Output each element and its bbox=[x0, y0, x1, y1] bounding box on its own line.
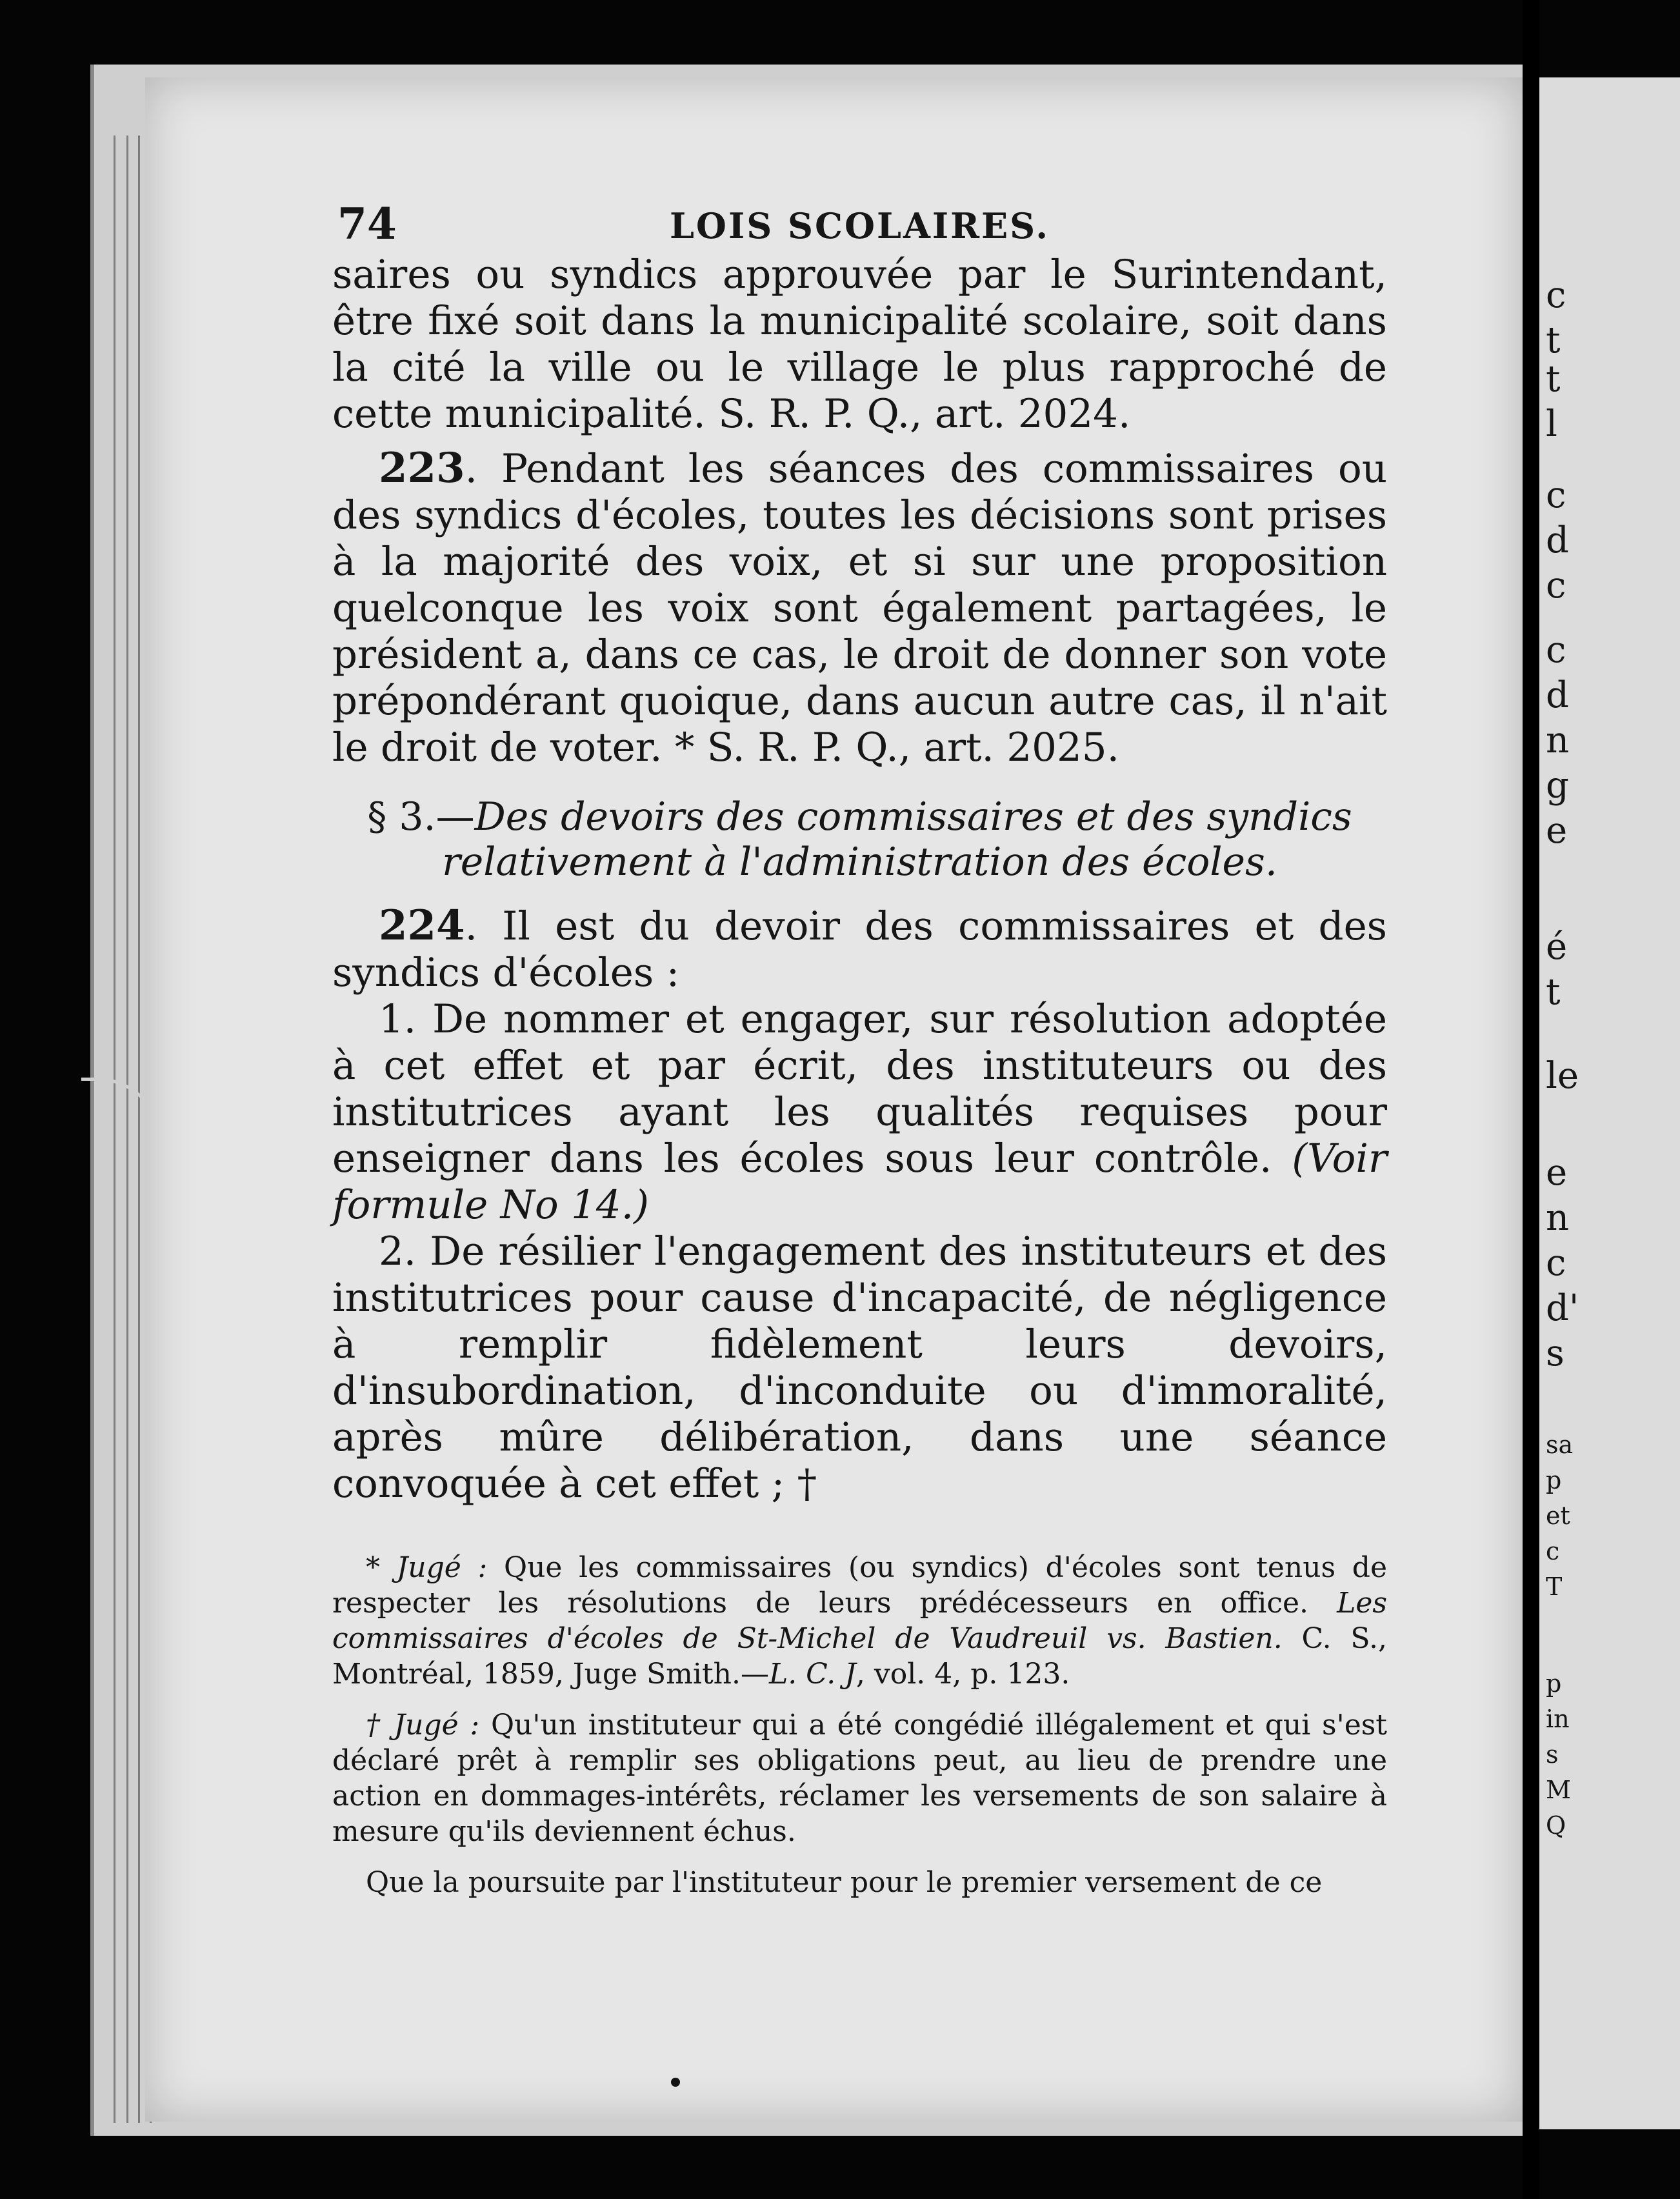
adjacent-page-fragment: d bbox=[1546, 674, 1569, 716]
adjacent-page-fragment: g bbox=[1546, 765, 1569, 807]
adjacent-page-fragment: c bbox=[1546, 1242, 1566, 1284]
article-224 bbox=[332, 903, 1387, 996]
adjacent-page-fragment: n bbox=[1546, 719, 1570, 761]
footnotes bbox=[332, 1550, 1387, 1900]
article-number: 223 bbox=[379, 444, 465, 492]
adjacent-page-fragment: Q bbox=[1546, 1811, 1566, 1840]
form-reference: (Voir formule No 14.) bbox=[332, 1136, 1388, 1228]
adjacent-page-fragment: t bbox=[1546, 358, 1561, 400]
adjacent-page-fragment: d bbox=[1546, 519, 1569, 561]
footnote-text: Que les commissaires (ou syndics) d'écoles sont tenus de respecter les résolutions de leurs prédécesseurs en office. bbox=[332, 1551, 1388, 1620]
list-item bbox=[332, 996, 1387, 1229]
adjacent-page-fragment: et bbox=[1546, 1501, 1570, 1530]
footnote bbox=[332, 1550, 1387, 1692]
item-text: 2. De résilier l'engagement des instituteurs et des institutrices pour cause d'incapacité, de négligence à remplir fidèlement leurs devoirs, d'insubordination, d'inconduite ou d'immoralité, après mûre délibération, dans une séance convoquée à cet effet ; † bbox=[332, 1229, 1387, 1507]
adjacent-page-fragment: c bbox=[1546, 474, 1566, 516]
footnote-label: † Jugé : bbox=[366, 1709, 480, 1742]
footnote-text: Qu'un instituteur qui a été congédié illégalement et qui s'est déclaré prêt à remplir ses obligations peut, au lieu de prendre une action en dommages-intérêts, réclamer les versements de son salaire à mesure qu'ils deviennent échus. bbox=[332, 1709, 1387, 1848]
adjacent-page-fragment: s bbox=[1546, 1332, 1565, 1374]
adjacent-page-fragment: é bbox=[1546, 926, 1568, 968]
adjacent-page-fragment: c bbox=[1546, 629, 1566, 671]
section-title: Des devoirs des commissaires et des syndics relativement à l'administration des écoles. bbox=[442, 794, 1352, 885]
adjacent-page-fragment: c bbox=[1546, 1537, 1560, 1565]
adjacent-page-fragment: c bbox=[1546, 274, 1566, 316]
book-gutter bbox=[1523, 0, 1539, 2199]
article-text: . Pendant les séances des commissaires ou des syndics d'écoles, toutes les décisions sont prises à la majorité des voix, et si sur une proposition quelconque les voix sont également partagées, le président a, dans ce cas, le droit de donner son vote prépondérant quoique, dans aucun autre cas, il n'ait le droit de voter. * S. R. P. Q., art. 2025. bbox=[332, 446, 1387, 770]
list-item bbox=[332, 1229, 1387, 1507]
item-text: 1. De nommer et engager, sur résolution adoptée à cet effet et par écrit, des instituteurs ou des institutrices ayant les qualités requises pour enseigner dans les écoles sous leur contrôle. bbox=[332, 996, 1387, 1181]
adjacent-page-fragment: M bbox=[1546, 1776, 1571, 1804]
footnote-reference: , vol. 4, p. 123. bbox=[855, 1658, 1070, 1691]
article-223 bbox=[332, 445, 1387, 771]
footnote-text: Que la poursuite par l'instituteur pour le premier versement de ce bbox=[366, 1866, 1323, 1899]
footnote bbox=[332, 1707, 1387, 1849]
page-header bbox=[332, 194, 1387, 252]
adjacent-page-fragment: l bbox=[1546, 403, 1557, 445]
adjacent-page-fragment: le bbox=[1546, 1055, 1579, 1097]
adjacent-page-fragment: e bbox=[1546, 810, 1568, 852]
footnote-reference-italic: L. C. J bbox=[768, 1658, 856, 1691]
page-number: 74 bbox=[337, 199, 397, 249]
adjacent-page-fragment: t bbox=[1546, 319, 1561, 361]
paragraph-continuation: saires ou syndics approuvée par le Surintendant, être fixé soit dans la municipalité scolaire, soit dans la cité la ville ou le village le plus rapproché de cette municipalité. S. R. P. Q., art. 2024. bbox=[332, 252, 1387, 437]
footnote bbox=[332, 1865, 1387, 1900]
adjacent-page-fragment: T bbox=[1546, 1572, 1563, 1601]
article-text: . Il est du devoir des commissaires et des syndics d'écoles : bbox=[332, 903, 1387, 996]
adjacent-page-fragment: t bbox=[1546, 971, 1561, 1013]
body-text bbox=[332, 252, 1387, 1507]
running-head: LOIS SCOLAIRES. bbox=[669, 205, 1050, 246]
adjacent-page-fragment: sa bbox=[1546, 1431, 1574, 1459]
adjacent-page-fragment: p bbox=[1546, 1466, 1562, 1494]
page-speck bbox=[671, 2078, 680, 2087]
page-content bbox=[332, 194, 1387, 1916]
adjacent-page-fragment: s bbox=[1546, 1740, 1559, 1769]
adjacent-page-fragment: in bbox=[1546, 1705, 1570, 1733]
footnote-reference: C. S., Montréal, 1859, Juge Smith.— bbox=[332, 1622, 1387, 1691]
footnote-label: * Jugé : bbox=[366, 1551, 488, 1584]
section-label: § 3.— bbox=[367, 794, 475, 839]
adjacent-page-fragment: d' bbox=[1546, 1287, 1579, 1329]
article-number: 224 bbox=[379, 901, 465, 950]
adjacent-page bbox=[1539, 77, 1680, 2129]
case-name: Les commissaires d'écoles de St-Michel de Vaudreuil vs. Bastien. bbox=[332, 1587, 1387, 1655]
adjacent-page-fragment: c bbox=[1546, 565, 1566, 607]
adjacent-page-fragment: p bbox=[1546, 1669, 1562, 1698]
adjacent-page-fragment: e bbox=[1546, 1152, 1568, 1194]
adjacent-page-fragment: n bbox=[1546, 1197, 1570, 1239]
section-heading bbox=[332, 794, 1387, 885]
